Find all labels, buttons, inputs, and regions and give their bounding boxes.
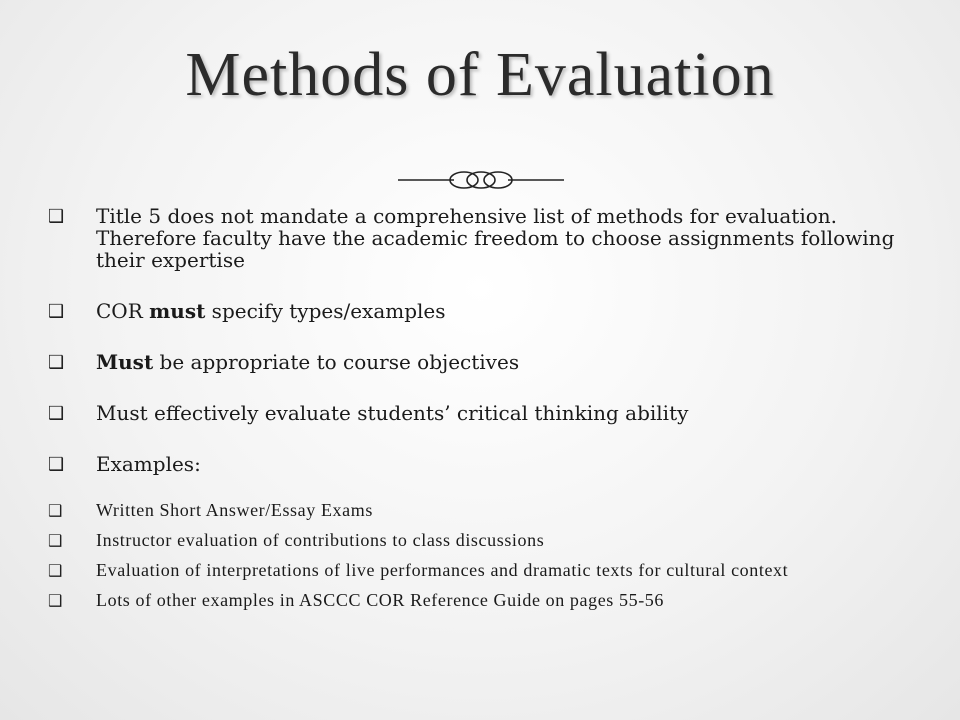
- bullet-text: Must effectively evaluate students’ critical thinking ability: [96, 401, 689, 425]
- sub-bullet-item: [48, 560, 888, 580]
- bullet-item: [48, 402, 928, 424]
- hollow-bullet-icon: ❑: [48, 403, 65, 424]
- bullet-item: [48, 300, 928, 322]
- sub-bullet-text: Lots of other examples in ASCCC COR Reference Guide on pages 55-56: [96, 590, 665, 610]
- sub-bullet-item: [48, 590, 888, 610]
- hollow-bullet-icon: ❑: [48, 501, 63, 520]
- bullet-list: [48, 205, 928, 483]
- bullet-text: Examples:: [96, 452, 201, 476]
- sub-bullet-text: Written Short Answer/Essay Exams: [96, 500, 373, 520]
- sub-bullet-list: [48, 500, 888, 620]
- bullet-text: Title 5 does not mandate a comprehensive list of methods for evaluation. Therefore faculty have the academic freedom to choose assignments following their expertise: [96, 204, 895, 272]
- hollow-bullet-icon: ❑: [48, 454, 65, 475]
- sub-bullet-text: Evaluation of interpretations of live performances and dramatic texts for cultural context: [96, 560, 789, 580]
- bullet-text-post: specify types/examples: [205, 299, 446, 323]
- hollow-bullet-icon: ❑: [48, 561, 63, 580]
- bullet-item-examples: [48, 453, 928, 475]
- bullet-text-bold: must: [149, 299, 206, 323]
- slide-title: Methods of Evaluation: [185, 41, 775, 109]
- hollow-bullet-icon: ❑: [48, 531, 63, 550]
- bullet-item: [48, 205, 928, 271]
- sub-bullet-text: Instructor evaluation of contributions to class discussions: [96, 530, 545, 550]
- hollow-bullet-icon: ❑: [48, 206, 65, 227]
- scroll-flourish-icon: [396, 168, 566, 192]
- bullet-item: [48, 351, 928, 373]
- bullet-text-post: be appropriate to course objectives: [153, 350, 520, 374]
- hollow-bullet-icon: ❑: [48, 591, 63, 610]
- sub-bullet-item: [48, 500, 888, 520]
- hollow-bullet-icon: ❑: [48, 352, 65, 373]
- sub-bullet-item: [48, 530, 888, 550]
- bullet-text-pre: COR: [96, 299, 150, 323]
- hollow-bullet-icon: ❑: [48, 301, 65, 322]
- bullet-text-bold: Must: [96, 350, 154, 374]
